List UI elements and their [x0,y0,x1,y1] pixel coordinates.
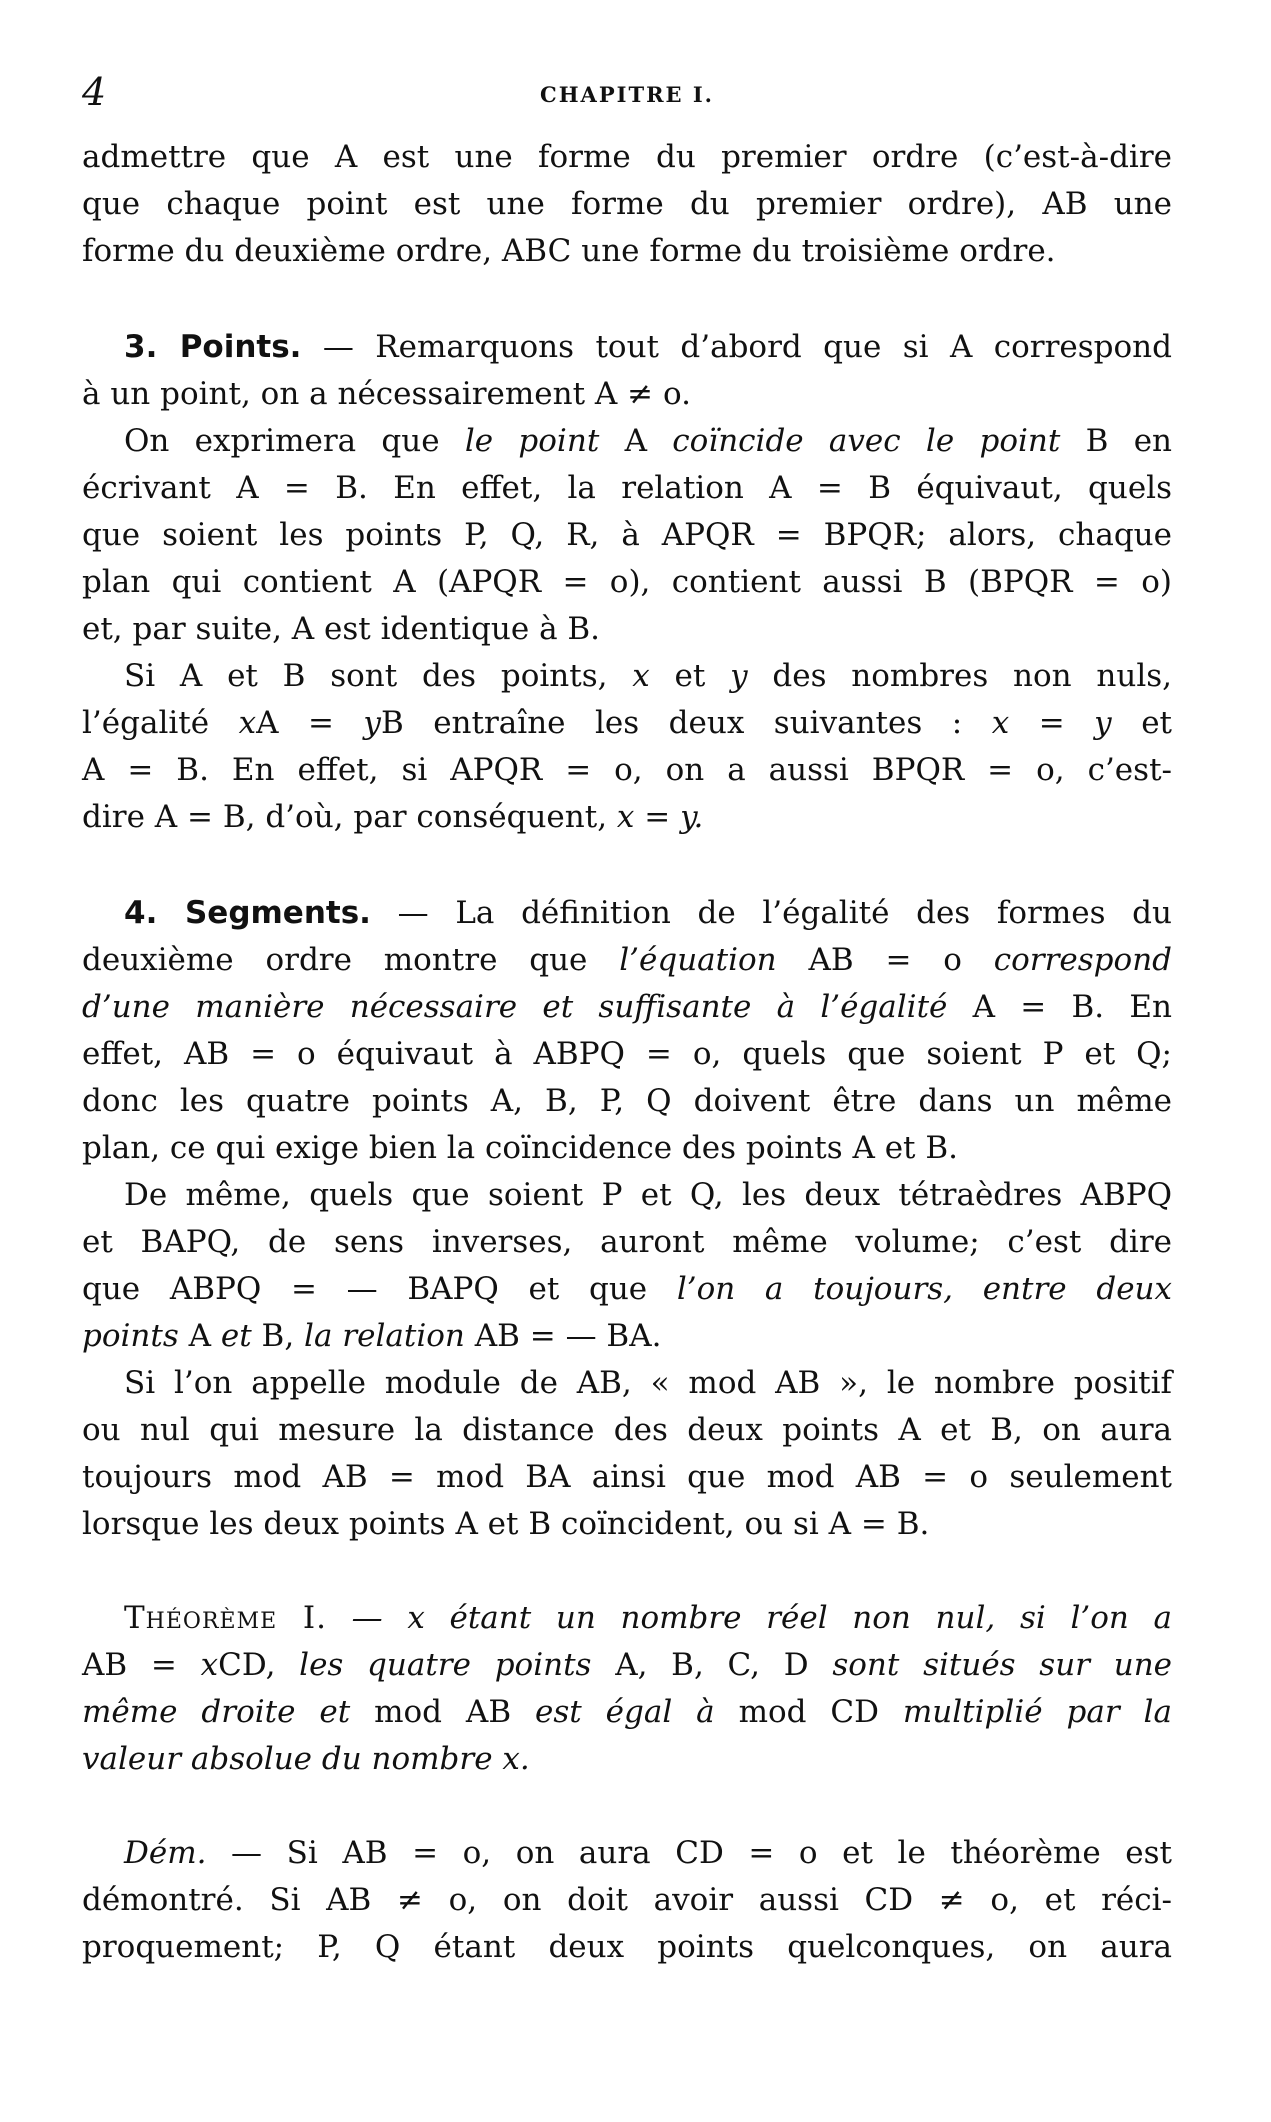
section-3-first-line [82,324,1172,370]
italic-segment: valeur absolue du nombre x. [82,1741,530,1777]
italic-segment: correspond [993,942,1173,978]
italic-segment: d’une manière nécessaire et suffisante à l’égalité [82,989,948,1025]
text-segment: dire A = B, d’où, par conséquent, [82,799,608,835]
italic-segment: les quatre points [299,1647,592,1683]
text-segment: CD, [218,1647,276,1683]
text-line: ou nul qui mesure la distance des deux points A et B, on aura [82,1412,1172,1448]
text-line: et BAPQ, de sens inverses, auront même volume; c’est dire [82,1224,1172,1260]
theorem-label: Théorème I. [124,1600,327,1636]
section-4-heading: 4. Segments. [124,895,371,931]
text-line: De même, quels que soient P et Q, les deux tétraèdres ABPQ [124,1177,1172,1213]
italic-segment: la relation [304,1318,465,1354]
text-segment: A [624,423,647,459]
text-line [82,984,1172,1030]
italic-segment: l’équation [619,942,777,978]
text-segment: deuxième ordre montre que [82,942,588,978]
italic-segment: points [82,1318,179,1354]
text-segment: On exprimera que [124,423,440,459]
math-var: y [730,658,748,694]
italic-segment: et [220,1318,252,1354]
text-segment: A = B. En [972,989,1172,1025]
text-line [82,794,1172,840]
math-var: x [200,1647,219,1683]
text-line: écrivant A = B. En effet, la relation A = B équivaut, quels [82,470,1172,506]
text-segment: que ABPQ = — BAPQ et que [82,1271,648,1307]
demonstration-label: Dém. [124,1835,207,1871]
page-header [82,70,1172,120]
text-line: toujours mod AB = mod BA ainsi que mod AB = o seulement [82,1459,1172,1495]
math-expression: x = y [991,705,1112,741]
text-line: effet, AB = o équivaut à ABPQ = o, quels que soient P et Q; [82,1036,1172,1072]
text-segment: B entraîne les deux suivantes : [380,705,963,741]
text-line [82,937,1172,983]
text-line: que chaque point est une forme du premier ordre), AB une [82,186,1172,222]
text-segment: — Si AB = o, on aura CD = o et le théorème est [231,1835,1172,1871]
text-line [82,1313,1172,1359]
text-line: que soient les points P, Q, R, à APQR = BPQR; alors, chaque [82,517,1172,553]
text-segment: Si A et B sont des points, [124,658,608,694]
text-segment: AB = — BA. [474,1318,662,1354]
text-line: donc les quatre points A, B, P, Q doivent être dans un même [82,1083,1172,1119]
math-var: x [632,658,650,694]
text-segment: B en [1085,423,1173,459]
text-segment: et [1141,705,1172,741]
italic-segment: le point [464,423,600,459]
text-segment: AB = o [808,942,962,978]
text-segment: AB = [82,1647,177,1683]
text-segment: et [674,658,706,694]
text-segment: A [188,1318,212,1354]
text-line: forme du deuxième ordre, ABC une forme du troisième ordre. [82,233,1056,269]
section-3-heading: 3. Points. [124,329,302,365]
running-title: CHAPITRE I. [540,82,714,107]
text-line: plan qui contient A (APQR = o), contient aussi B (BPQR = o) [82,564,1172,600]
italic-segment: multiplié par la [902,1694,1172,1730]
italic-segment: même droite et [82,1694,351,1730]
text-line: lorsque les deux points A et B coïncident, ou si A = B. [82,1506,930,1542]
theorem-first-line [82,1595,1172,1641]
math-var: y [363,705,381,741]
text-line: et, par suite, A est identique à B. [82,611,601,647]
demonstration-first-line [82,1830,1172,1876]
italic-segment: l’on a toujours, entre deux [676,1271,1172,1307]
text-line: plan, ce qui exige bien la coïncidence des points A et B. [82,1130,959,1166]
text-line: à un point, on a nécessairement A ≠ o. [82,376,691,412]
italic-segment: coïncide avec le point [672,423,1061,459]
section-4-first-line [82,890,1172,936]
math-expression: x = y. [616,799,704,835]
text-segment: B, [261,1318,295,1354]
text-segment: mod AB [374,1694,512,1730]
text-line: A = B. En effet, si APQR = o, on a aussi BPQR = o, c’est- [82,752,1172,788]
text-segment: A, B, C, D [615,1647,809,1683]
text-line [82,1642,1172,1688]
italic-segment: sont situés sur une [832,1647,1173,1683]
text-line: admettre que A est une forme du premier ordre (c’est-à-dire [82,139,1172,175]
text-line: Si l’on appelle module de AB, « mod AB », le nombre positif [124,1365,1172,1401]
text-segment: mod CD [738,1694,879,1730]
text-segment: — Remarquons tout d’abord que si A correspond [322,329,1172,365]
text-line [82,700,1172,746]
text-line [82,653,1172,699]
text-line [82,1736,1172,1782]
text-segment: l’égalité [82,705,210,741]
text-line [82,1689,1172,1735]
text-line: démontré. Si AB ≠ o, on doit avoir aussi CD ≠ o, et réci- [82,1882,1172,1918]
text-line: proquement; P, Q étant deux points quelconques, on aura [82,1929,1172,1965]
text-segment: — La définition de l’égalité des formes du [397,895,1172,931]
italic-segment: est égal à [535,1694,715,1730]
text-segment: des nombres non nuls, [772,658,1172,694]
text-segment: A = [256,705,334,741]
text-line [82,418,1172,464]
italic-segment: — x étant un nombre réel non nul, si l’on a [351,1600,1172,1636]
text-line [82,1266,1172,1312]
page-number: 4 [82,70,107,114]
math-var: x [238,705,257,741]
